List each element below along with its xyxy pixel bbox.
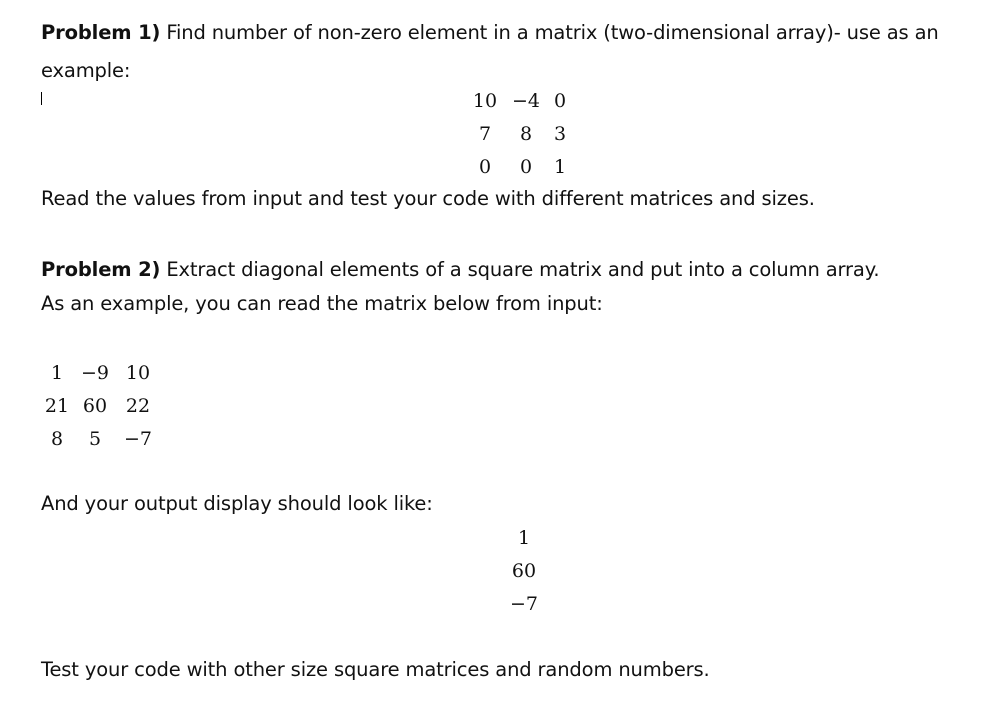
closing-instruction: Test your code with other size square matrices and random numbers.: [41, 658, 710, 681]
problem2-example-matrix: [42, 356, 158, 455]
matrix-cell: 7: [478, 122, 492, 145]
diagonal-output-column: [506, 521, 542, 620]
matrix-cell: 60: [82, 394, 108, 417]
output-row: [506, 554, 542, 587]
problem2-heading-line: [41, 258, 879, 282]
matrix-cell: 8: [50, 427, 64, 450]
matrix-cell: 5: [88, 427, 102, 450]
matrix-cell: 1: [553, 155, 567, 178]
matrix-cell: 10: [472, 89, 498, 112]
problem2-description: Extract diagonal elements of a square matrix and put into a column array.: [160, 258, 880, 281]
matrix-cell: −4: [511, 89, 540, 112]
output-intro: And your output display should look like:: [41, 492, 433, 515]
matrix-cell: 21: [44, 394, 70, 417]
problem1-label: Problem 1): [41, 21, 161, 44]
matrix-row: [42, 356, 158, 389]
output-cell: −7: [509, 592, 538, 615]
matrix-cell: 1: [50, 361, 64, 384]
problem2-label: Problem 2): [41, 258, 161, 281]
matrix-row: [42, 389, 158, 422]
output-cell: 60: [511, 559, 537, 582]
matrix-cell: 0: [519, 155, 533, 178]
problem1-example-matrix: [468, 84, 570, 183]
text-cursor: [41, 92, 42, 105]
output-cell: 1: [517, 526, 531, 549]
matrix-row: [468, 84, 570, 117]
matrix-cell: 3: [553, 122, 567, 145]
matrix-cell: 8: [519, 122, 533, 145]
problem1-description: Find number of non-zero element in a matrix (two-dimensional array)- use as an: [160, 21, 939, 44]
matrix-cell: 0: [478, 155, 492, 178]
matrix-cell: 0: [553, 89, 567, 112]
problem1-heading-line: [41, 21, 939, 45]
matrix-cell: 10: [125, 361, 151, 384]
matrix-cell: −9: [80, 361, 109, 384]
matrix-row: [468, 150, 570, 183]
matrix-cell: −7: [123, 427, 152, 450]
output-row: [506, 521, 542, 554]
matrix-row: [468, 117, 570, 150]
matrix-row: [42, 422, 158, 455]
problem2-description-cont: As an example, you can read the matrix below from input:: [41, 292, 603, 315]
output-row: [506, 587, 542, 620]
matrix-cell: 22: [125, 394, 151, 417]
problem1-description-cont: example:: [41, 59, 131, 82]
problem1-instruction: Read the values from input and test your code with different matrices and sizes.: [41, 187, 815, 210]
